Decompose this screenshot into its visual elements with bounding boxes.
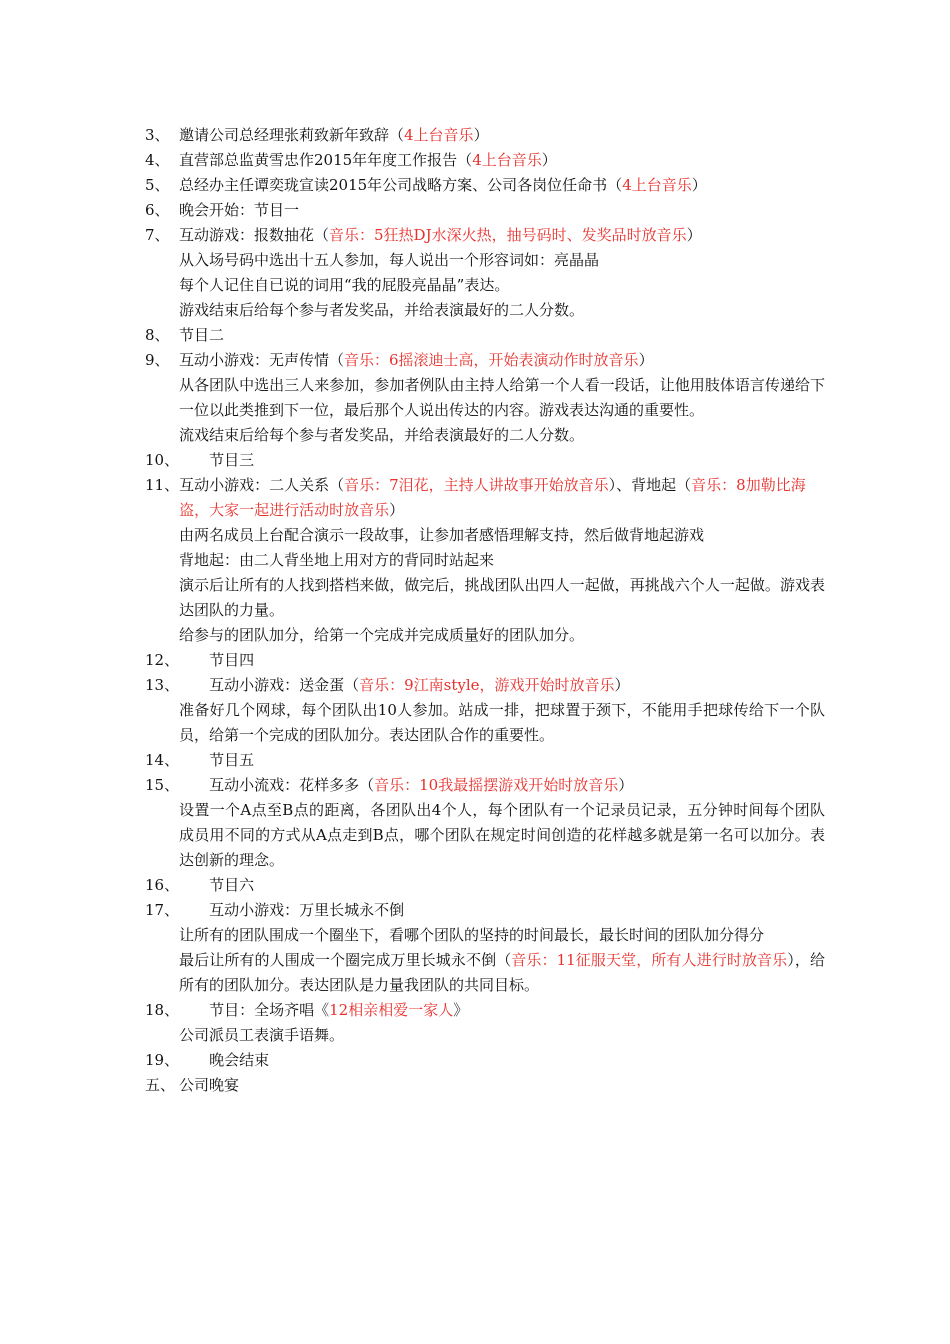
item-number: 18、 (145, 1001, 180, 1019)
music-cue: 4上台音乐 (404, 126, 474, 144)
item-text (179, 123, 825, 148)
music-cue: 4上台音乐 (622, 176, 692, 194)
item-number: 5、 (145, 176, 170, 194)
text-segment: 最后让所有的人围成一个圈完成万里长城永不倒（ (179, 951, 512, 969)
text-segment: 从入场号码中选出十五人参加，每人说出一个形容词如：亮晶晶 (179, 251, 600, 269)
text-segment: 节目四 (179, 651, 255, 669)
text-segment: 晚会开始：节目一 (179, 201, 300, 219)
music-cue: 音乐：11征服天堂，所有人进行时放音乐 (511, 951, 788, 969)
text-segment: 从各团队中选出三人来参加，参加者例队由主持人给第一个人看一段话，让他用肢体语言传递给下一位以此类推到下一位，最后那个人说出传达的内容。游戏表达沟通的重要性。 (179, 376, 825, 419)
item-description (145, 548, 825, 573)
item-number: 14、 (145, 751, 180, 769)
music-cue: 音乐：5狂热DJ水深火热，抽号码时、发奖品时放音乐 (329, 226, 687, 244)
item-number: 五、 (145, 1076, 176, 1094)
text-segment: 》 (453, 1001, 469, 1019)
list-item (145, 223, 825, 248)
item-number: 6、 (145, 201, 170, 219)
item-description (145, 923, 825, 948)
item-text (179, 648, 825, 673)
program-list (145, 123, 825, 1098)
text-segment: 游戏结束后给每个参与者发奖品，并给表演最好的二人分数。 (179, 301, 585, 319)
item-text (179, 773, 825, 798)
text-segment: 演示后让所有的人找到搭档来做，做完后，挑战团队出四人一起做，再挑战六个人一起做。游戏表达团队的力量。 (179, 576, 825, 619)
text-segment: 节目六 (179, 876, 255, 894)
text-segment: 准备好几个网球，每个团队出10人参加。站成一排，把球置于颈下，不能用手把球传给下一个队员，给第一个完成的团队加分。表达团队合作的重要性。 (179, 701, 825, 744)
item-text (179, 1073, 825, 1098)
item-text (179, 223, 825, 248)
music-cue: 音乐：6摇滚迪士高，开始表演动作时放音乐 (344, 351, 639, 369)
item-text (179, 348, 825, 373)
text-segment: 节目三 (179, 451, 255, 469)
text-segment: 互动游戏：报数抽花（ (179, 226, 330, 244)
list-item (145, 173, 825, 198)
text-segment: 给参与的团队加分，给第一个完成并完成质量好的团队加分。 (179, 626, 585, 644)
music-cue: 4上台音乐 (472, 151, 542, 169)
item-text (179, 323, 825, 348)
text-segment: ） (686, 226, 702, 244)
text-segment: ） (638, 351, 654, 369)
list-item (145, 673, 825, 698)
list-item (145, 648, 825, 673)
text-segment: 让所有的团队围成一个圈坐下，看哪个团队的坚持的时间最长，最长时间的团队加分得分 (179, 926, 765, 944)
item-number: 12、 (145, 651, 180, 669)
item-number: 13、 (145, 676, 180, 694)
text-segment: 公司派员工表演手语舞。 (179, 1026, 345, 1044)
music-cue: 音乐：10我最摇摆游戏开始时放音乐 (374, 776, 619, 794)
item-number: 8、 (145, 326, 170, 344)
item-description (145, 798, 825, 873)
list-item (145, 898, 825, 923)
item-description (145, 373, 825, 423)
text-segment: ），给所有的团队加分。表达团队是力量我团队的共同目标。 (179, 951, 825, 994)
list-item (145, 448, 825, 473)
text-segment: 晚会结束 (179, 1051, 270, 1069)
text-segment: 互动小游戏：万里长城永不倒 (179, 901, 405, 919)
text-segment: 每个人记住自已说的词用“我的屁股亮晶晶”表达。 (179, 276, 510, 294)
item-number: 7、 (145, 226, 170, 244)
music-cue: 音乐：8加勒比海盗，大家一起进行活动时放音乐 (179, 476, 806, 519)
item-text (179, 898, 825, 923)
item-number: 9、 (145, 351, 170, 369)
text-segment: ） (389, 501, 405, 519)
list-item (145, 473, 825, 523)
text-segment: ）、背地起（ (608, 476, 692, 494)
item-text (179, 198, 825, 223)
item-text (179, 448, 825, 473)
text-segment: 节目二 (179, 326, 225, 344)
item-description (145, 1023, 825, 1048)
item-text (179, 473, 825, 523)
item-text (179, 998, 825, 1023)
text-segment: 邀请公司总经理张莉致新年致辞（ (179, 126, 405, 144)
list-item (145, 348, 825, 373)
list-item (145, 123, 825, 148)
item-number: 4、 (145, 151, 170, 169)
item-number: 17、 (145, 901, 180, 919)
text-segment: 由两名成员上台配合演示一段故事，让参加者感悟理解支持，然后做背地起游戏 (179, 526, 705, 544)
text-segment: 节目：全场齐唱《 (179, 1001, 330, 1019)
text-segment: 互动小游戏：送金蛋（ (179, 676, 360, 694)
item-text (179, 173, 825, 198)
item-description (145, 623, 825, 648)
text-segment: 互动小游戏：二人关系（ (179, 476, 345, 494)
item-text (179, 1048, 825, 1073)
music-cue: 音乐：7泪花，主持人讲故事开始放音乐 (344, 476, 609, 494)
item-number: 19、 (145, 1051, 180, 1069)
item-number: 10、 (145, 451, 180, 469)
item-description (145, 948, 825, 998)
text-segment: 互动小流戏：花样多多（ (179, 776, 375, 794)
text-segment: 背地起：由二人背坐地上用对方的背同时站起来 (179, 551, 495, 569)
text-segment: 节目五 (179, 751, 255, 769)
list-item (145, 998, 825, 1023)
item-description (145, 273, 825, 298)
item-text (179, 673, 825, 698)
item-text (179, 148, 825, 173)
list-item (145, 748, 825, 773)
text-segment: 总经办主任谭奕珑宣读2015年公司战略方案、公司各岗位任命书（ (179, 176, 623, 194)
list-item (145, 1048, 825, 1073)
list-item (145, 148, 825, 173)
text-segment: 设置一个A点至B点的距离，各团队出4个人，每个团队有一个记录员记录，五分钟时间每个团队成员用不同的方式从A点走到B点，哪个团队在规定时间创造的花样越多就是第一名可以加分。表达创新的理念。 (179, 801, 825, 869)
text-segment: 直营部总监黄雪忠作2015年年度工作报告（ (179, 151, 473, 169)
item-number: 11、 (145, 476, 180, 494)
item-description (145, 523, 825, 548)
list-item (145, 1073, 825, 1098)
item-number: 3、 (145, 126, 170, 144)
list-item (145, 323, 825, 348)
text-segment: 互动小游戏：无声传情（ (179, 351, 345, 369)
music-cue: 12相亲相爱一家人 (329, 1001, 454, 1019)
list-item (145, 198, 825, 223)
item-description (145, 698, 825, 748)
text-segment: ） (473, 126, 489, 144)
item-description (145, 298, 825, 323)
item-description (145, 573, 825, 623)
text-segment: 公司晚宴 (179, 1076, 240, 1094)
item-number: 16、 (145, 876, 180, 894)
item-text (179, 873, 825, 898)
text-segment: ） (691, 176, 707, 194)
list-item (145, 873, 825, 898)
item-description (145, 423, 825, 448)
text-segment: ） (541, 151, 557, 169)
text-segment: ） (614, 676, 630, 694)
text-segment: 流戏结束后给每个参与者发奖品，并给表演最好的二人分数。 (179, 426, 585, 444)
item-text (179, 748, 825, 773)
item-number: 15、 (145, 776, 180, 794)
music-cue: 音乐：9江南style，游戏开始时放音乐 (359, 676, 615, 694)
list-item (145, 773, 825, 798)
text-segment: ） (618, 776, 634, 794)
item-description (145, 248, 825, 273)
